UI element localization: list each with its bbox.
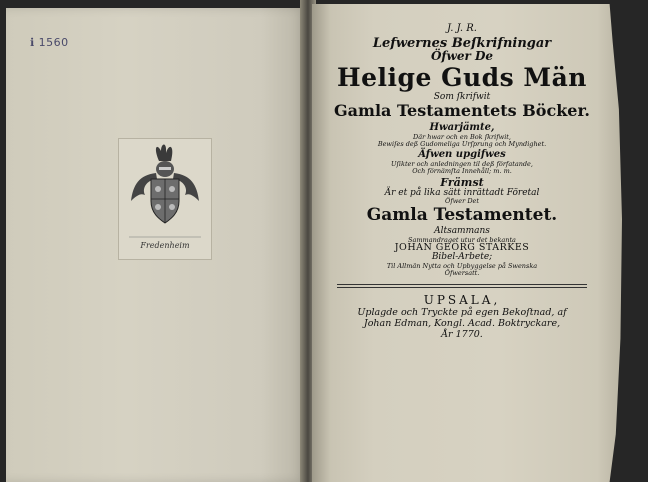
title-line: Främst <box>440 176 484 190</box>
title-line: Äfwen upgifwes <box>418 149 506 161</box>
title-line: Gamla Testamentets Böcker. <box>333 101 590 121</box>
coat-of-arms-icon <box>119 139 211 239</box>
title-line: Altsammans <box>434 226 490 237</box>
title-line: Uſikter och anledningen til deß förfatande, <box>391 159 533 168</box>
title-line: Och förnämſta Innehåll; m. m. <box>412 166 512 175</box>
divider-rule <box>337 284 587 288</box>
title-line: Är et på lika sätt inrättadt Företal <box>384 188 540 199</box>
title-line: Bewiſes deß Gudomeliga Urſprung och Myndighet. <box>377 139 547 148</box>
imprint-year: År 1770. <box>441 328 483 340</box>
title-line: Öfwer Det <box>445 197 479 206</box>
title-line: Gamla Testamentet. <box>366 205 558 226</box>
title-line: Hwarjämte, <box>429 122 495 134</box>
bookplate-name: Fredenheim <box>140 241 190 250</box>
title-line: Til Allmän Nytta och Upbyggelse på Swenska <box>386 261 538 270</box>
handwritten-note: ℹ 1560 <box>30 36 69 49</box>
title-line: Öfwersatt. <box>444 268 480 277</box>
title-line: Bibel-Arbete; <box>431 252 493 263</box>
title-line: Där hwar och en Bok ſkrifwit, <box>413 132 511 141</box>
title-line: J. J. R. <box>447 23 477 34</box>
imprint-place: UPSALA, <box>423 293 501 308</box>
title-line: Som ſkrifwit <box>433 91 491 102</box>
bookplate <box>118 138 212 260</box>
title-line: Sammandraget utur det bekanta <box>408 235 516 244</box>
imprint-line: Uplagde och Tryckte på egen Bekoſtnad, af <box>357 306 567 318</box>
title-page-text <box>322 24 602 340</box>
imprint-line: Johan Edman, Kongl. Acad. Boktryckare, <box>363 317 561 329</box>
title-line: Lefwernes Beſkrifningar <box>372 35 552 51</box>
main-title: Helige Guds Män <box>337 62 587 92</box>
author-name: JOHAN GEORG STARKES <box>394 242 530 254</box>
title-line: Öfwer De <box>430 49 494 64</box>
